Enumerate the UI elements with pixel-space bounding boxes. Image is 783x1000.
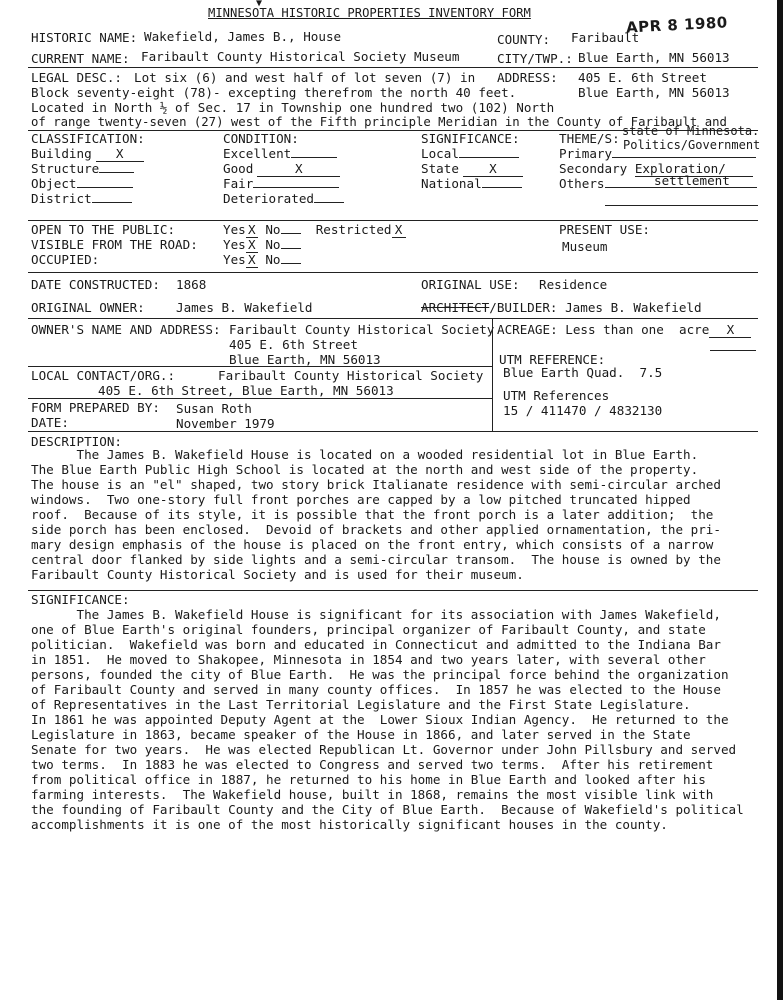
- divider: [28, 318, 758, 319]
- significance-line: accomplishments it is one of the most historically significant houses in the county.: [31, 817, 668, 832]
- utm-quad: Blue Earth Quad. 7.5: [503, 365, 663, 380]
- legal-desc-line: Block seventy-eight (78)- excepting therefrom the north 40 feet.: [31, 85, 517, 100]
- local-contact-line1: Faribault County Historical Society: [218, 368, 484, 383]
- theme-primary: Primary: [559, 146, 756, 161]
- open-yes-no: Yes X No Restricted X: [223, 222, 406, 238]
- prepared-by-label: FORM PREPARED BY:: [31, 400, 160, 415]
- blank-line: [710, 350, 756, 351]
- utm-refs-value: 15 / 411470 / 4832130: [503, 403, 663, 418]
- received-stamp: APR 8 1980: [625, 13, 729, 37]
- significance-line: persons, founded the city of Blue Earth. He was the principal force behind the organization: [31, 667, 729, 682]
- address-line2: Blue Earth, MN 56013: [578, 85, 730, 100]
- city-twp-label: CITY/TWP.:: [497, 51, 573, 66]
- significance-label: SIGNIFICANCE:: [31, 592, 130, 607]
- visible-from-road-label: VISIBLE FROM THE ROAD:: [31, 237, 198, 252]
- condition-excellent: Excellent: [223, 146, 337, 161]
- form-title: MINNESOTA HISTORIC PROPERTIES INVENTORY FORM: [208, 6, 531, 20]
- description-line: mary design emphasis of the house is placed on the front entry, which consists of a narrow: [31, 537, 714, 552]
- address-label: ADDRESS:: [497, 70, 558, 85]
- condition-deteriorated: Deteriorated: [223, 191, 344, 206]
- description-line: The Blue Earth Public High School is located at the north and west side of the property.: [31, 462, 699, 477]
- open-to-public-label: OPEN TO THE PUBLIC:: [31, 222, 176, 237]
- architect-builder: ARCHITECT/BUILDER: James B. Wakefield: [421, 300, 702, 315]
- significance-line: in 1851. He moved to Shakopee, Minnesota in 1854 and two years later, with several other: [31, 652, 706, 667]
- significance-level-label: SIGNIFICANCE:: [421, 131, 520, 146]
- column-divider: [492, 318, 493, 431]
- theme-others: Others: [559, 176, 757, 191]
- description-line: side porch has been enclosed. Devoid of brackets and other applied ornamentation, the pri-: [31, 522, 721, 537]
- classification-object: Object: [31, 176, 133, 191]
- current-name-value: Faribault County Historical Society Museum: [141, 49, 460, 64]
- theme-secondary: Secondary Exploration/: [559, 161, 753, 177]
- address-line1: 405 E. 6th Street: [578, 70, 707, 85]
- description-line: The house is an "el" shaped, two story brick Italianate residence with semi-circular arched: [31, 477, 721, 492]
- significance-line: Senate for two years. He was elected Republican Lt. Governor under John Pillsbury and served: [31, 742, 737, 757]
- historic-name-label: HISTORIC NAME:: [31, 30, 138, 45]
- description-line: windows. Two one-story full front porches are capped by a low pitched truncated hipped: [31, 492, 691, 507]
- date-value: November 1979: [176, 416, 275, 431]
- legal-desc-line: Lot six (6) and west half of lot seven (7) in: [134, 70, 476, 85]
- significance-line: from political office in 1887, he returned to his home in Blue Earth and looked after his: [31, 772, 706, 787]
- prepared-by-value: Susan Roth: [176, 401, 252, 416]
- visible-yes-no: Yes X No: [223, 237, 301, 253]
- current-name-label: CURRENT NAME:: [31, 51, 130, 66]
- present-use-label: PRESENT USE:: [559, 222, 650, 237]
- significance-line: In 1861 he was appointed Deputy Agent at the Lower Sioux Indian Agency. He returned to the: [31, 712, 729, 727]
- scan-edge: [777, 0, 783, 1000]
- description-body: [31, 447, 721, 582]
- divider: [28, 398, 492, 399]
- original-owner-label: ORIGINAL OWNER:: [31, 300, 145, 315]
- utm-label: UTM REFERENCE:: [499, 352, 606, 367]
- occupied-label: OCCUPIED:: [31, 252, 100, 267]
- classification-building: Building X: [31, 146, 144, 162]
- significance-line: of Faribault County and served in many county offices. In 1857 he was elected to the House: [31, 682, 721, 697]
- county-value: Faribault: [571, 30, 640, 45]
- date-constructed-value: 1868: [176, 277, 207, 292]
- significance-line: farming interests. The Wakefield house, built in 1868, remains the most visible link with: [31, 787, 714, 802]
- significance-line: one of Blue Earth's original founders, principal organizer of Faribault County, and state: [31, 622, 706, 637]
- description-line: The James B. Wakefield House is located on a wooded residential lot in Blue Earth.: [31, 447, 699, 462]
- date-constructed-label: DATE CONSTRUCTED:: [31, 277, 160, 292]
- divider: [28, 272, 758, 273]
- legal-desc-line: of range twenty-seven (27) west of the Fifth principle Meridian in the County of Faribault and: [31, 115, 727, 129]
- significance-body: [31, 607, 744, 832]
- owner-line1: Faribault County Historical Society: [229, 322, 495, 337]
- legal-desc-line: Located in North ½ of Sec. 17 in Township one hundred two (102) North: [31, 100, 555, 115]
- occupied-yes-no: Yes X No: [223, 252, 301, 268]
- significance-line: The James B. Wakefield House is significant for its association with James Wakefield,: [31, 607, 721, 622]
- description-line: roof. Because of its style, it is possible that the front porch is a later addition; the: [31, 507, 714, 522]
- classification-structure: Structure: [31, 161, 134, 176]
- theme-label: THEME/S:: [559, 131, 620, 146]
- description-line: central door flanked by side lights and a semi-circular transom. The house is owned by the: [31, 552, 721, 567]
- significance-local: Local: [421, 146, 519, 161]
- divider: [28, 590, 758, 591]
- divider: [28, 67, 758, 68]
- local-contact-label: LOCAL CONTACT/ORG.:: [31, 368, 176, 383]
- utm-refs-label: UTM References: [503, 388, 610, 403]
- acreage: ACREAGE: Less than one acre X: [497, 322, 751, 338]
- significance-line: politician. Wakefield was born and educated in Connecticut and admitted to the Indiana Bar: [31, 637, 721, 652]
- significance-line: Legislature in 1863, became speaker of the House in 1866, and later served in the State: [31, 727, 691, 742]
- significance-state: State X: [421, 161, 523, 177]
- county-label: COUNTY:: [497, 32, 551, 47]
- theme-secondary-value2: settlement: [654, 173, 730, 188]
- condition-label: CONDITION:: [223, 131, 299, 146]
- divider: [28, 220, 758, 221]
- significance-line: the founding of Faribault County and the City of Blue Earth. Because of Wakefield's political: [31, 802, 744, 817]
- owner-line3: Blue Earth, MN 56013: [229, 352, 381, 367]
- city-twp-value: Blue Earth, MN 56013: [578, 50, 730, 65]
- condition-fair: Fair: [223, 176, 339, 191]
- significance-line: of Representatives in the Last Territorial Legislature and the First State Legislature.: [31, 697, 691, 712]
- significance-line: two terms. In 1883 he was elected to Congress and served two terms. After his retirement: [31, 757, 714, 772]
- owner-label: OWNER'S NAME AND ADDRESS:: [31, 322, 221, 337]
- classification-label: CLASSIFICATION:: [31, 131, 145, 146]
- local-contact-line2: 405 E. 6th Street, Blue Earth, MN 56013: [98, 383, 394, 398]
- original-use-label: ORIGINAL USE:: [421, 277, 520, 292]
- significance-national: National: [421, 176, 522, 191]
- present-use-value: Museum: [562, 239, 608, 254]
- legal-desc-continuation: state of Minnesota.: [622, 124, 760, 138]
- divider: [28, 431, 758, 432]
- original-use-value: Residence: [539, 277, 608, 292]
- historic-name-value: Wakefield, James B., House: [144, 29, 342, 44]
- date-label: DATE:: [31, 415, 69, 430]
- legal-desc-label: LEGAL DESC.:: [31, 70, 122, 85]
- pin-mark: ▼: [256, 0, 263, 9]
- blank-line: [605, 205, 758, 206]
- classification-district: District: [31, 191, 132, 206]
- description-label: DESCRIPTION:: [31, 434, 122, 449]
- theme-primary-value: Politics/Government: [623, 138, 761, 152]
- original-owner-value: James B. Wakefield: [176, 300, 313, 315]
- condition-good: Good X: [223, 161, 340, 177]
- divider: [28, 366, 492, 367]
- owner-line2: 405 E. 6th Street: [229, 337, 358, 352]
- description-line: Faribault County Historical Society and is used for their museum.: [31, 567, 524, 582]
